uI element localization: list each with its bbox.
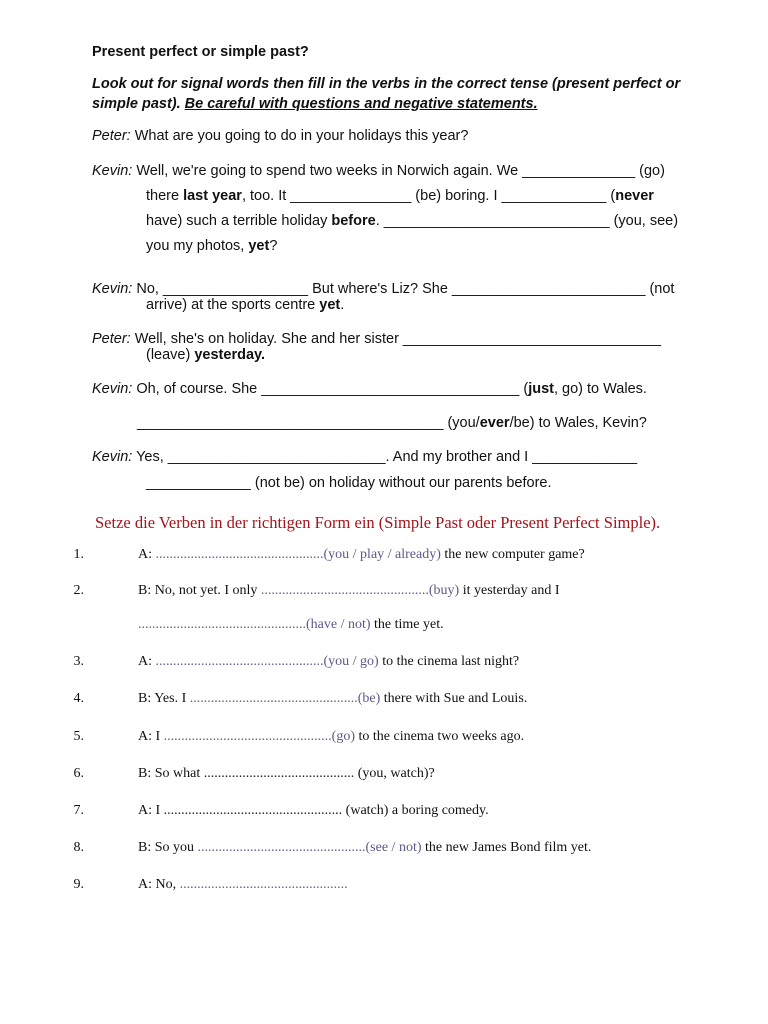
exercise-prompt: A: I [138,803,164,818]
exercise-text [138,690,527,708]
dialogue-kevin-1-line-2 [146,186,654,206]
instructions-text: simple past). [92,96,181,112]
dialogue-text: . [340,297,345,313]
exercise-rest: it yesterday and I [459,583,560,598]
answer-blank: ........................................... [203,766,355,781]
exercise-text [138,616,444,634]
dialogue-text: , too. It _______________ (be) boring. I _____________ ( [241,188,616,204]
signal-word: yesterday. [194,347,266,363]
answer-blank: ................................................ [197,840,366,855]
exercise-text [138,653,519,671]
signal-word: yet [248,238,270,254]
dialogue-text: there [146,188,184,204]
signal-word: before [331,213,376,229]
verb-hint: (buy) [428,583,460,598]
exercise-number: 2. [73,583,84,598]
instructions-warning: Be careful with questions and negative statements. [184,96,538,112]
signal-word: ever [479,415,510,431]
instructions-line-2 [92,94,538,115]
signal-word: yet [319,297,341,313]
dialogue-peter-2-line-2 [146,345,265,365]
exercise-number: 3. [73,654,84,669]
exercise-number: 9. [73,877,84,892]
dialogue-text: Well, she's on holiday. She and her sister ________________________________ [130,331,661,347]
speaker-label: Peter: [92,128,131,144]
exercise-rest: to the cinema last night? [378,654,520,669]
exercise-prompt: B: So you [138,840,198,855]
dialogue-kevin-1-line-4 [146,236,277,256]
dialogue-text: Yes, ___________________________. And my brother and I _____________ [132,449,638,465]
exercise-rest: (you, watch)? [354,766,435,781]
answer-blank: ................................................ [179,877,348,892]
speaker-label: Peter: [92,331,131,347]
verb-hint: (be) [357,691,381,706]
exercise-heading: Setze die Verben in der richtigen Form ein (Simple Past oder Present Perfect Simple). [95,513,661,532]
dialogue-text: have) such a terrible holiday [146,213,332,229]
verb-hint: (have / not) [306,617,371,632]
exercise-number: 1. [73,547,84,562]
dialogue-text: ? [269,238,278,254]
speaker-label: Kevin: [92,449,133,465]
exercise-number: 6. [73,766,84,781]
dialogue-kevin-4-line-1 [92,447,637,467]
answer-blank: ................................................ [163,729,332,744]
dialogue-text: Well, we're going to spend two weeks in Norwich again. We ______________ (go) [132,163,665,179]
exercise-text [138,802,489,820]
dialogue-peter-1 [92,126,468,146]
exercise-prompt: B: No, not yet. I only [138,583,261,598]
dialogue-kevin-1-line-3 [146,211,678,231]
answer-blank: ................................................ [155,547,324,562]
exercise-text [138,839,591,857]
exercise-text [138,546,585,564]
answer-blank: ................................................... [163,803,343,818]
dialogue-text: /be) to Wales, Kevin? [509,415,647,431]
dialogue-text: . ____________________________ (you, see) [375,213,679,229]
exercise-prompt: A: [138,547,156,562]
exercise-rest: the new James Bond film yet. [421,840,592,855]
speaker-label: Kevin: [92,163,133,179]
exercise-text [138,876,348,894]
exercise-rest: to the cinema two weeks ago. [355,729,525,744]
exercise-rest: there with Sue and Louis. [380,691,528,706]
answer-blank: ................................................ [189,691,358,706]
dialogue-text: ______________________________________ (you/ [137,415,480,431]
dialogue-text: What are you going to do in your holidays this year? [130,128,469,144]
exercise-prompt: A: [138,654,156,669]
dialogue-text: , go) to Wales. [553,381,647,397]
exercise-rest: (watch) a boring comedy. [342,803,489,818]
answer-blank: ................................................ [155,654,324,669]
exercise-prompt: B: Yes. I [138,691,190,706]
page-title: Present perfect or simple past? [92,44,309,60]
answer-blank: ................................................ [138,617,306,632]
dialogue-text: you my photos, [146,238,249,254]
exercise-prompt: A: I [138,729,164,744]
verb-hint: (you / play / already) [323,547,441,562]
exercise-rest: the time yet. [370,617,444,632]
signal-word: never [615,188,654,204]
exercise-text [138,582,560,600]
signal-word: just [528,381,554,397]
exercise-number: 4. [73,691,84,706]
exercise-number: 7. [73,803,84,818]
dialogue-text: Oh, of course. She ________________________________ ( [132,381,529,397]
dialogue-text: No, __________________ But where's Liz? She ________________________ (not [132,281,675,297]
exercise-rest: the new computer game? [440,547,585,562]
exercise-text [138,728,524,746]
instructions-line-1: Look out for signal words then fill in the verbs in the correct tense (present perfect or [92,76,681,92]
exercise-number: 8. [73,840,84,855]
speaker-label: Kevin: [92,281,133,297]
dialogue-text: (leave) [146,347,195,363]
exercise-prompt: A: No, [138,877,180,892]
dialogue-kevin-1-line-1 [92,161,665,181]
verb-hint: (go) [331,729,355,744]
dialogue-text: arrive) at the sports centre [146,297,320,313]
answer-blank: ................................................ [260,583,429,598]
dialogue-kevin-3-line-1 [92,379,647,399]
exercise-prompt: B: So what [138,766,204,781]
verb-hint: (you / go) [323,654,379,669]
exercise-text [138,765,435,783]
exercise-number: 5. [73,729,84,744]
verb-hint: (see / not) [365,840,422,855]
speaker-label: Kevin: [92,381,133,397]
dialogue-kevin-4-line-2: _____________ (not be) on holiday without our parents before. [146,475,552,491]
signal-word: last year [183,188,242,204]
dialogue-kevin-2-line-2 [146,295,344,315]
dialogue-kevin-3-line-2 [137,413,647,433]
